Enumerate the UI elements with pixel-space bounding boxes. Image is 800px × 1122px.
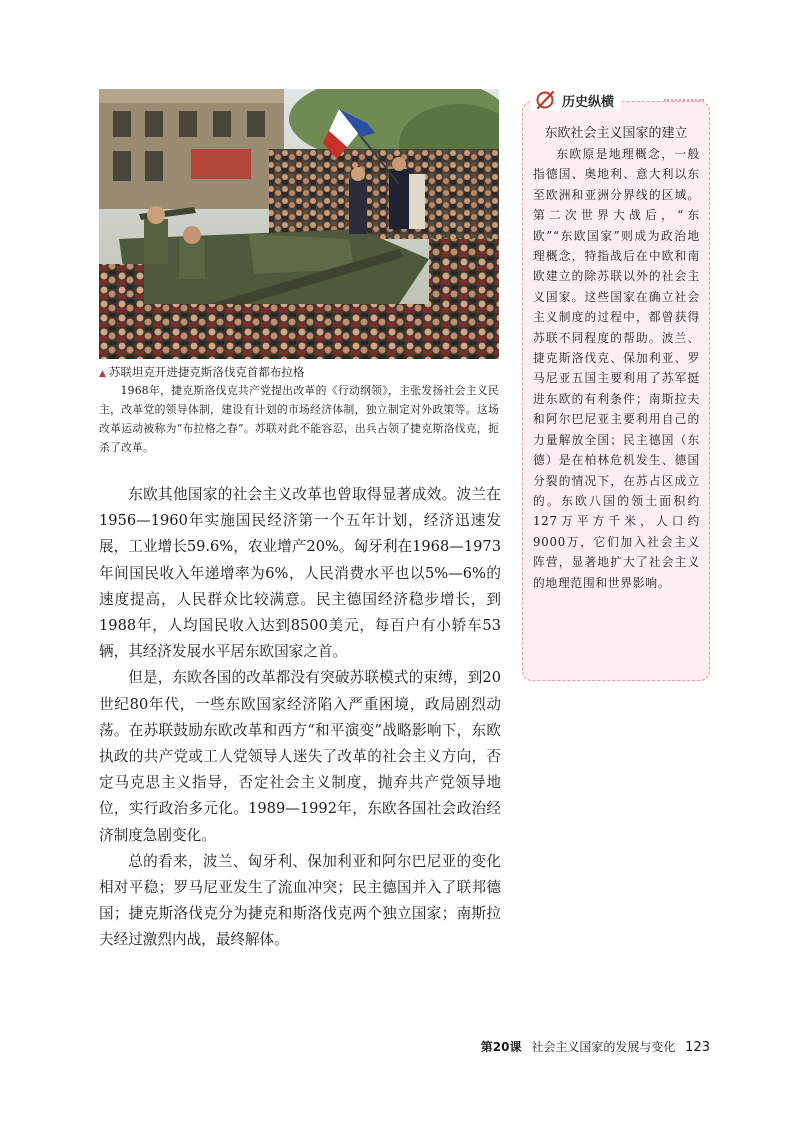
photo-caption-body: 1968年，捷克斯洛伐克共产党提出改革的《行动纲领》，主张发扬社会主义民主，改革党的领导体制，建设有计划的市场经济体制，独立制定对外政策等。这场改革运动被称为“布拉格之春”。苏联对此不能容忍，出兵占领了捷克斯洛伐克，扼杀了改革。 (99, 384, 499, 454)
photo-soviet-tanks-prague (99, 89, 499, 359)
header-dotted-line (664, 99, 704, 101)
sidebar-header (530, 89, 620, 111)
history-compass-icon (534, 89, 556, 111)
footer-lesson-title: 社会主义国家的发展与变化 (531, 1040, 676, 1054)
main-text (99, 482, 501, 954)
main-paragraph: 东欧其他国家的社会主义改革也曾取得显著成效。波兰在1956—1960年实施国民经济第一个五年计划，经济迅速发展，工业增长59.6%，农业增产20%。匈牙利在1968—1973年间国民收入年递增率为6%，人民消费水平也以5%—6%的速度提高，人民群众比较满意。民主德国经济稳步增长，到1988年，人均国民收入达到8500美元，每百户有小轿车53辆，其经济发展水平居东欧国家之首。 (99, 486, 501, 661)
photo-caption-title: ▲ 苏联坦克开进捷克斯洛伐克首都布拉格 (99, 365, 305, 379)
sidebar-header-label: 历史纵横 (562, 94, 615, 110)
page-number: 123 (685, 1040, 710, 1055)
caption-triangle-icon: ▲ (99, 369, 106, 379)
footer-lesson: 第20课 (480, 1040, 522, 1054)
sidebar-paragraph: 东欧原是地理概念，一般指德国、奥地利、意大利以东至欧洲和亚洲分界线的区域。第二次世界大战后，“东欧”“东欧国家”则成为政治地理概念，特指战后在中欧和南欧建立的除苏联以外的社会主义国家。这些国家在确立社会主义制度的过程中，都曾获得苏联不同程度的帮助。波兰、捷克斯洛伐克、保加利亚、罗马尼亚五国主要利用了苏军挺进东欧的有利条件；南斯拉夫和阿尔巴尼亚主要利用自己的力量解放全国；民主德国（东德）是在柏林危机发生、德国分裂的情况下，在苏占区成立的。东欧八国的领土面积约127万平方千米，人口约9000万，它们加入社会主义阵营，显著地扩大了社会主义的地理范围和世界影响。 (533, 147, 700, 590)
main-paragraph: 总的看来，波兰、匈牙利、保加利亚和阿尔巴尼亚的变化相对平稳；罗马尼亚发生了流血冲突；民主德国并入了联邦德国；捷克斯洛伐克分为捷克和斯洛伐克两个独立国家；南斯拉夫经过激烈内战，最终解体。 (99, 852, 501, 949)
main-paragraph: 但是，东欧各国的改革都没有突破苏联模式的束缚，到20世纪80年代，一些东欧国家经济陷入严重困境，政局剧烈动荡。在苏联鼓励东欧改革和西方“和平演变”战略影响下，东欧执政的共产党或工人党领导人迷失了改革的社会主义方向，否定马克思主义指导，否定社会主义制度，抛弃共产党领导地位，实行政治多元化。1989—1992年，东欧各国社会政治经济制度急剧变化。 (99, 669, 501, 844)
sidebar-title: 东欧社会主义国家的建立 (544, 126, 688, 141)
page-footer (481, 1038, 710, 1055)
sidebar-body (533, 144, 700, 593)
